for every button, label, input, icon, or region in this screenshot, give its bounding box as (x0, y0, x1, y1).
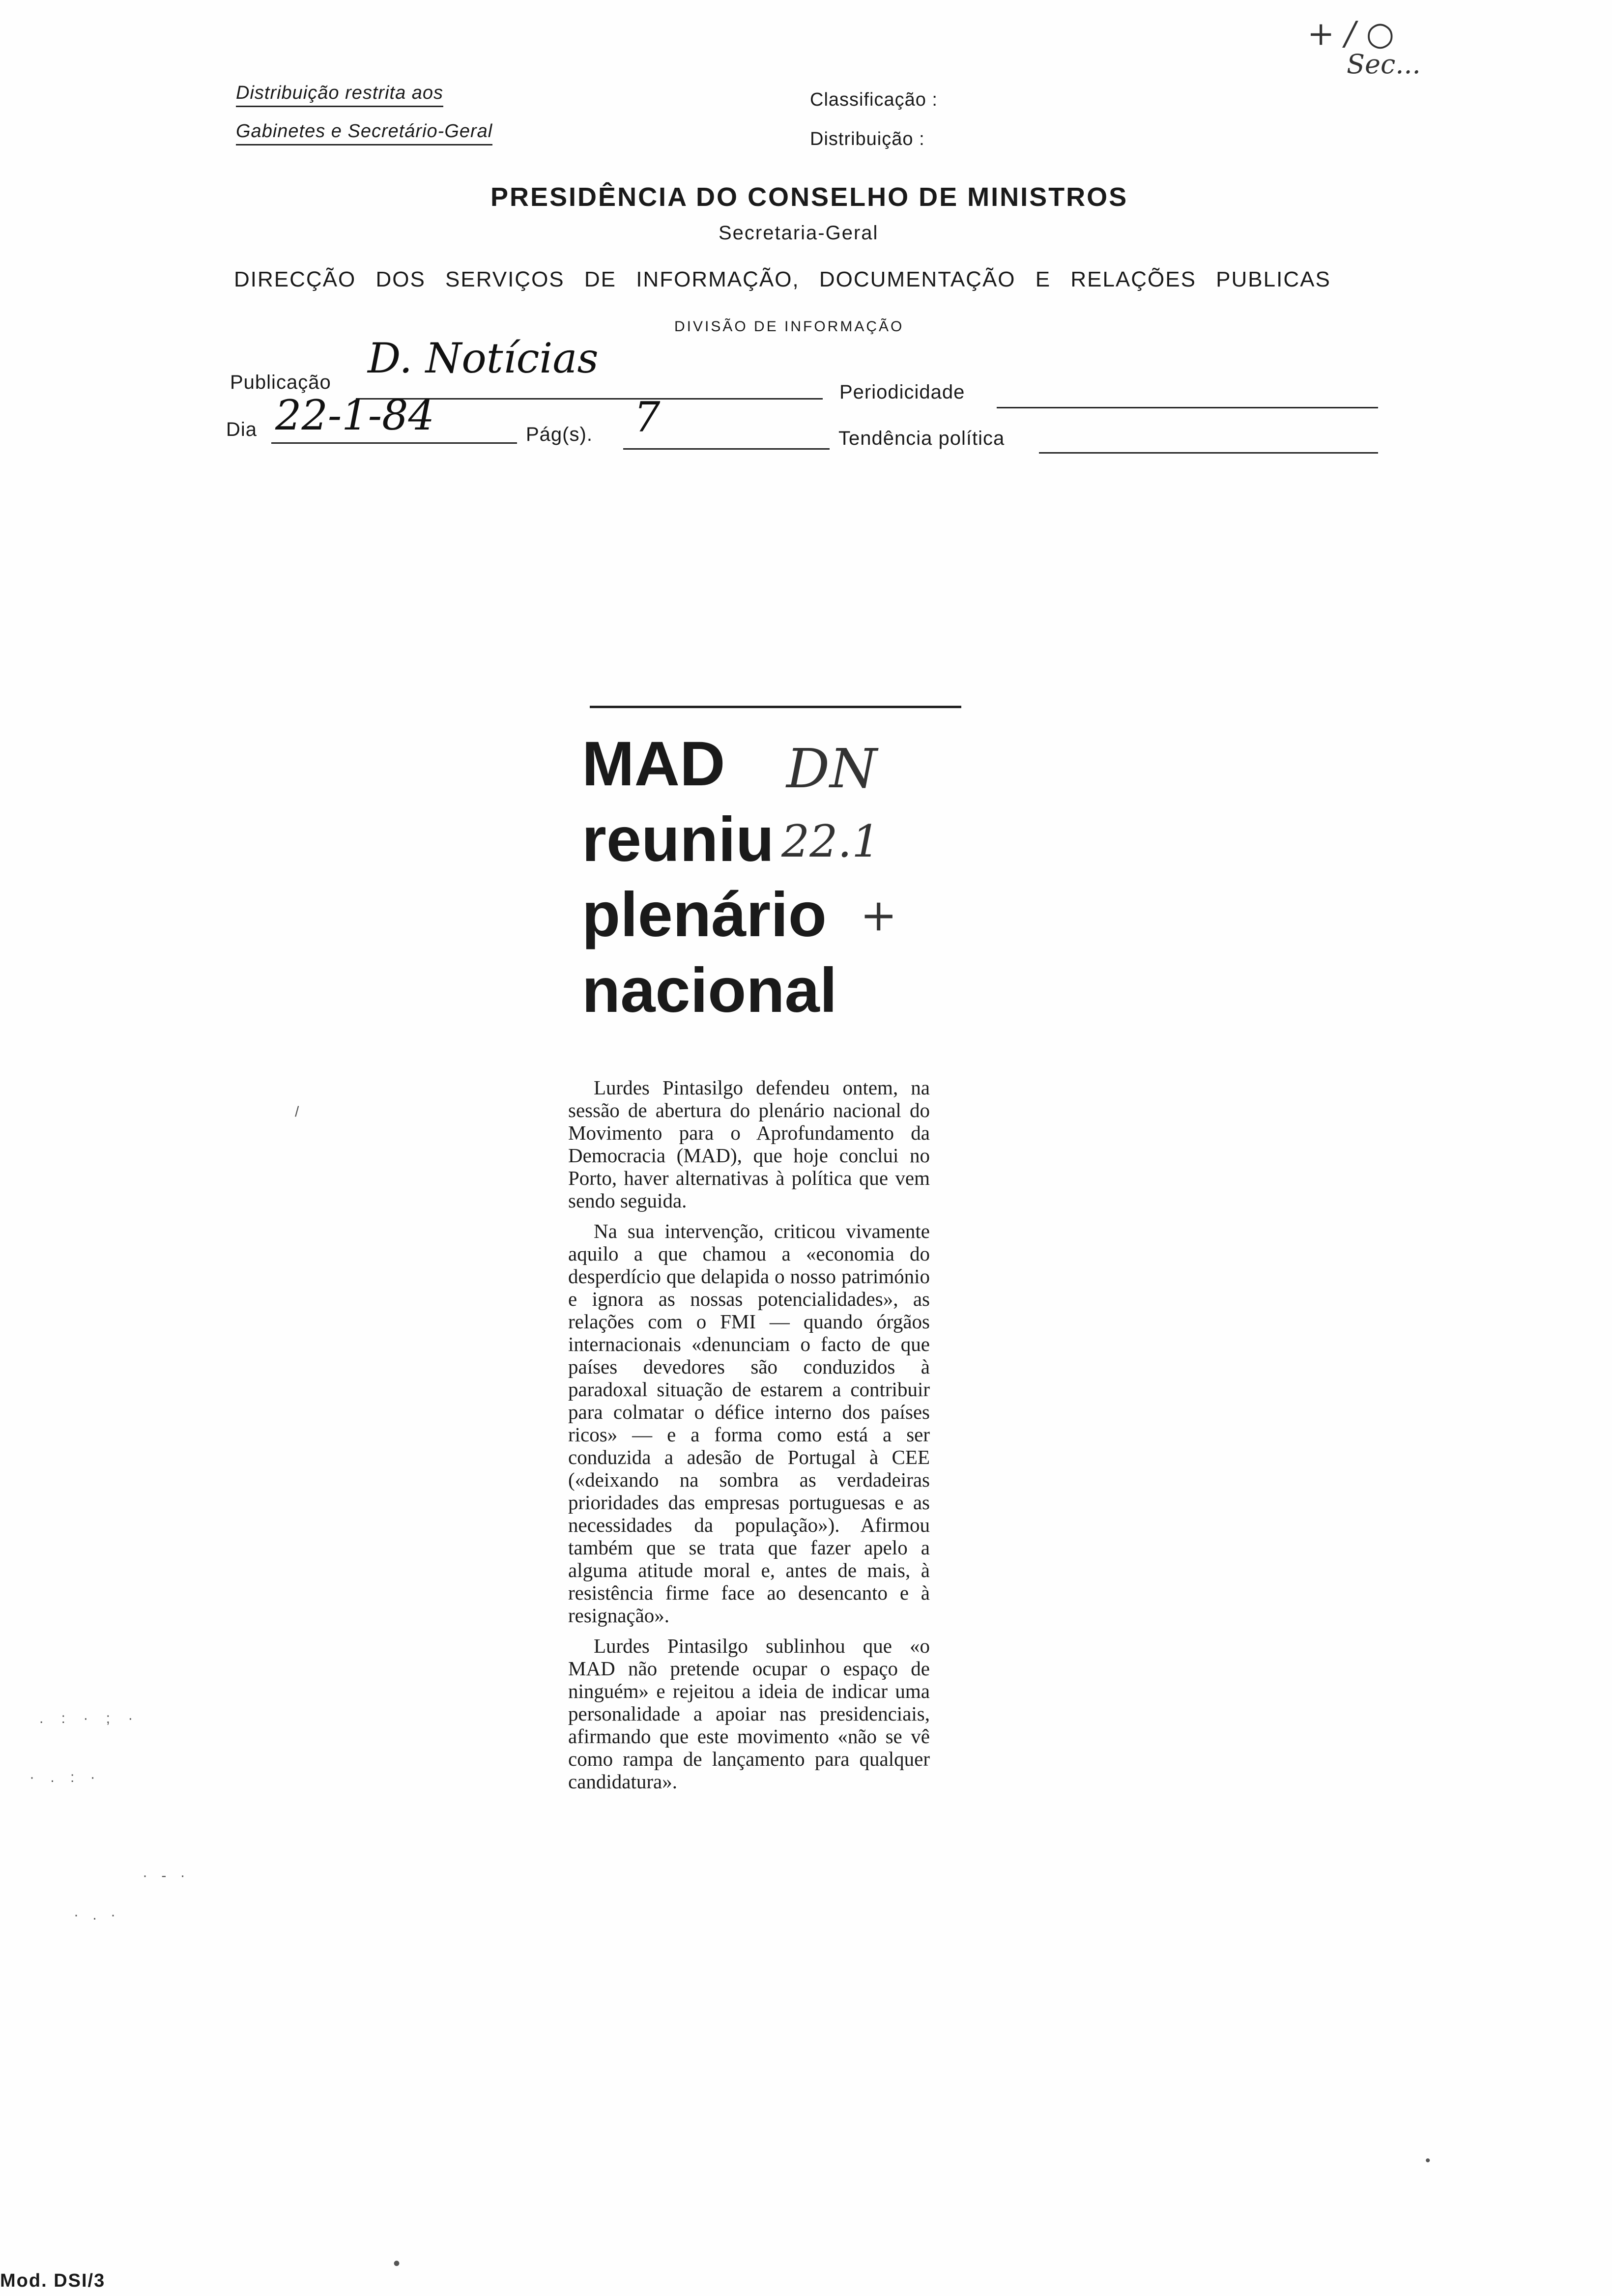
scan-speck: . : · ; · (39, 1710, 140, 1726)
periodicidade-label: Periodicidade (839, 381, 965, 403)
headline-annotation-plus: + (860, 890, 897, 941)
headline-line4: nacional (582, 955, 837, 1026)
headline-line2: reuniu (582, 804, 775, 875)
clipping-top-rule (590, 706, 961, 708)
tendencia-label: Tendência política (838, 428, 1005, 449)
headline-annotation-dn: DN (786, 737, 877, 800)
scan-speck: • (1425, 2152, 1431, 2169)
dia-value: 22-1-84 (275, 391, 434, 439)
pags-value: 7 (634, 393, 661, 441)
scan-speck: · . : · (29, 1769, 101, 1785)
pags-line (623, 448, 830, 450)
distribution-restriction-line2: Gabinetes e Secretário-Geral (236, 121, 492, 145)
scan-speck: • (393, 2253, 401, 2274)
article-paragraph-1: Lurdes Pintasilgo defendeu ontem, na sessão de abertura do plenário nacional do Movimento para o Aprofundamento da Democracia (MAD), que hoje conclui no Porto, haver alternativas à política que vem sendo seguida. (568, 1076, 930, 1212)
article-paragraph-3: Lurdes Pintasilgo sublinhou que «o MAD não pretende ocupar o espaço de ninguém» e rejeitou a ideia de indicar uma personalidade a apoiar nas presidenciais, afirmando que este movimento «não se vê como rampa de lançamento para qualquer candidatura». (568, 1635, 930, 1793)
department-name: DIRECÇÃO DOS SERVIÇOS DE INFORMAÇÃO, DOCUMENTAÇÃO E RELAÇÕES PUBLICAS (234, 267, 1331, 291)
org-title: PRESIDÊNCIA DO CONSELHO DE MINISTROS (490, 182, 1128, 212)
form-code: Mod. DSI/3 (0, 2270, 106, 2291)
headline-line3: plenário (582, 880, 827, 950)
tendencia-line (1039, 452, 1378, 454)
scan-speck: · - · (143, 1867, 190, 1884)
headline-annotation-date: 22.1 (781, 816, 880, 867)
article-paragraph-2: Na sua intervenção, criticou vivamente aquilo a que chamou a «economia do desperdício que delapida o nosso património e ignora as nossas potencialidades», as relações com o FMI — quando órgãos internacionais «denunciam o facto de que países devedores são conduzidos à paradoxal situação de estarem a contribuir para colmatar o défice interno dos países ricos» — e a forma como está a ser conduzida a adesão de Portugal à CEE («deixando na sombra as verdadeiras prioridades das empresas portuguesas e as necessidades da população»). Afirmou também que se trata que fazer apelo a alguma atitude moral e, antes de mais, à resistência firme face ao desencanto e à resignação». (568, 1220, 930, 1627)
corner-note-line2: Sec... (1347, 49, 1421, 80)
corner-note-line1: + / ○ (1307, 15, 1395, 53)
pags-label: Pág(s). (526, 424, 593, 445)
publicacao-label: Publicação (230, 372, 331, 393)
dia-line (271, 442, 517, 444)
periodicidade-line (997, 407, 1378, 408)
publicacao-value: D. Notícias (368, 334, 599, 382)
classificacao-label: Classificação : (810, 89, 938, 110)
distribuicao-label: Distribuição : (810, 129, 925, 149)
dia-label: Dia (226, 419, 258, 440)
distribution-restriction-line1: Distribuição restrita aos (236, 83, 443, 107)
scan-speck: / (295, 1104, 299, 1120)
org-subtitle: Secretaria-Geral (719, 222, 879, 244)
corner-handwritten-note (1307, 15, 1421, 80)
headline-line1: MAD (582, 729, 725, 799)
article-body (568, 1076, 930, 1801)
division-name: DIVISÃO DE INFORMAÇÃO (674, 318, 904, 335)
scan-speck: · . · (74, 1907, 120, 1923)
